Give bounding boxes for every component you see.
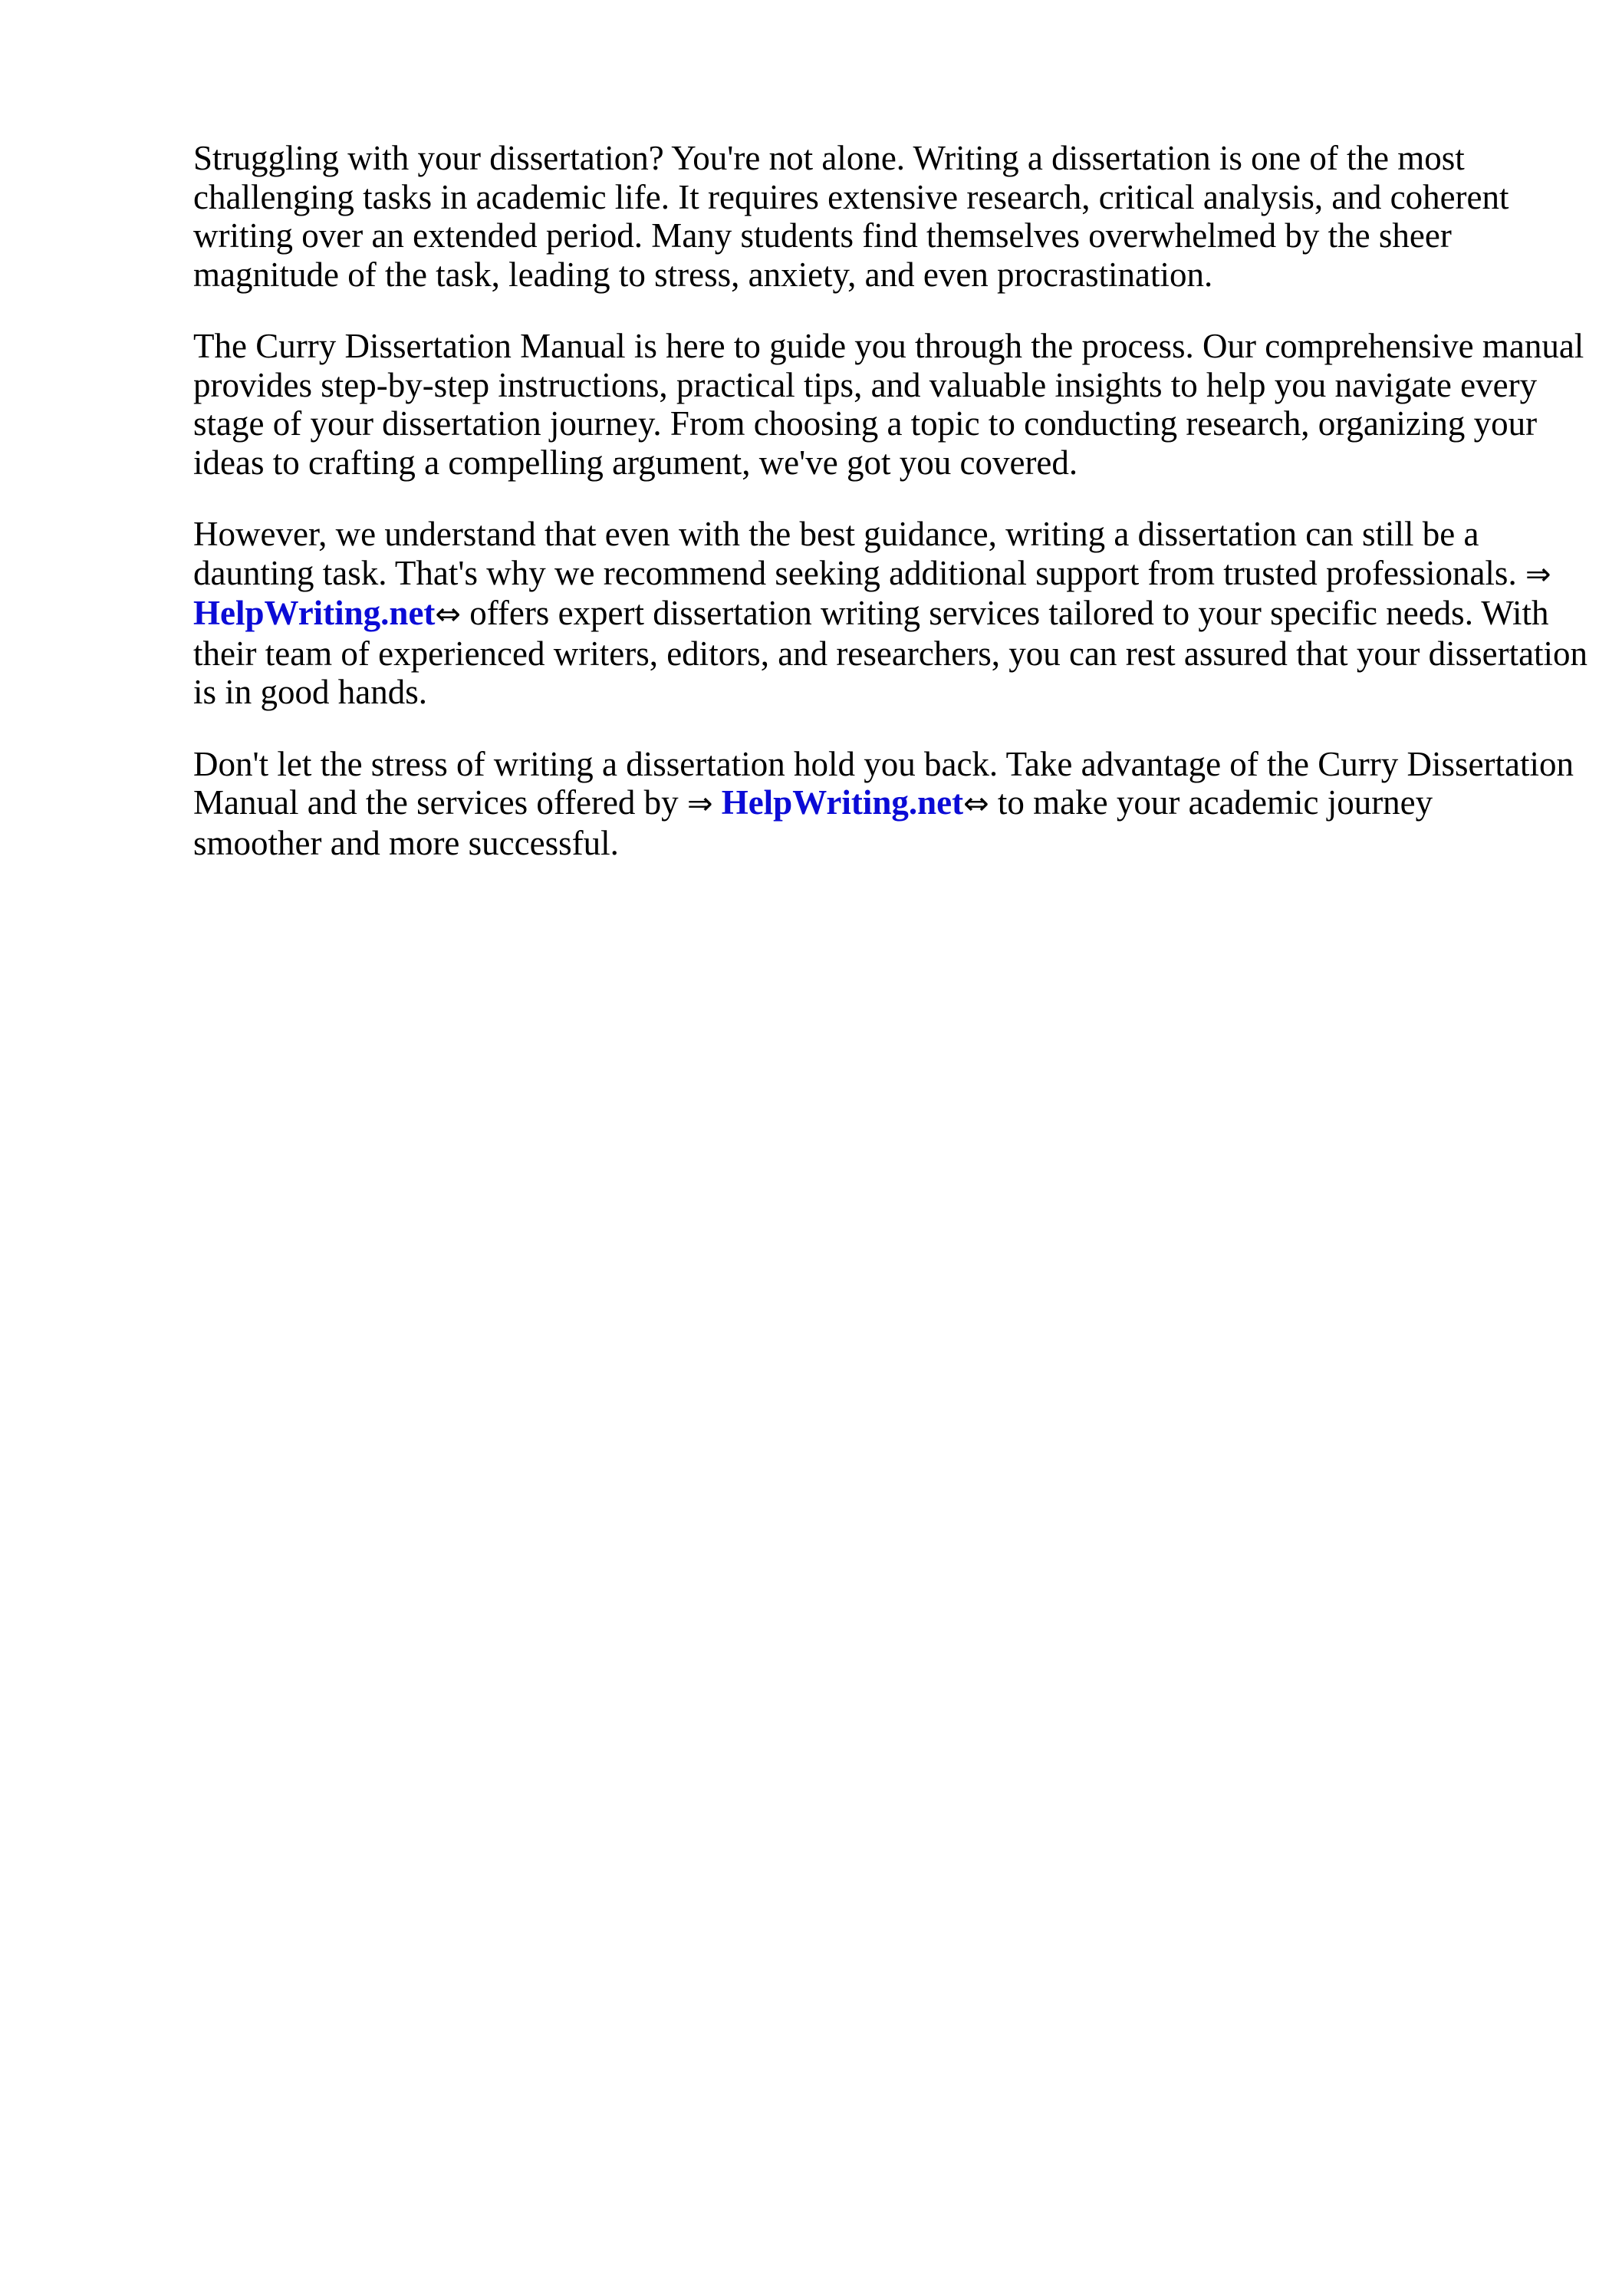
right-double-arrow-icon: ⇒ xyxy=(1525,556,1551,592)
text-line: writing over an extended period. Many students find themselves overwhelmed by the sheer xyxy=(193,216,1452,255)
text-line: their team of experienced writers, editors, and researchers, you can rest assured that your dissertation xyxy=(193,634,1588,673)
text-segment: daunting task. That's why we recommend seeking additional support from trusted professionals. xyxy=(193,553,1525,592)
text-segment: Manual and the services offered by xyxy=(193,783,687,822)
text-line: Don't let the stress of writing a dissertation hold you back. Take advantage of the Curry Dissertation xyxy=(193,744,1574,783)
text-line: However, we understand that even with the best guidance, writing a dissertation can still be a xyxy=(193,515,1479,553)
paragraph-closing xyxy=(193,744,1574,863)
text-line: stage of your dissertation journey. From choosing a topic to conducting research, organizing your xyxy=(193,404,1538,443)
text-segment: to make your academic journey xyxy=(989,783,1433,822)
right-double-arrow-icon: ⇒ xyxy=(686,786,713,822)
left-right-double-arrow-icon: ⇔ xyxy=(435,597,461,632)
text-line: provides step-by-step instructions, practical tips, and valuable insights to help you navigate every xyxy=(193,365,1538,404)
text-line xyxy=(193,553,1551,595)
paragraph-intro xyxy=(193,139,1543,294)
text-line: ideas to crafting a compelling argument, we've got you covered. xyxy=(193,443,1078,482)
helpwriting-link[interactable]: HelpWriting.net xyxy=(193,594,436,632)
left-right-double-arrow-icon: ⇔ xyxy=(963,786,989,822)
text-line: Struggling with your dissertation? You're not alone. Writing a dissertation is one of the most xyxy=(193,139,1465,177)
text-line xyxy=(193,594,1549,634)
text-line: magnitude of the task, leading to stress, anxiety, and even procrastination. xyxy=(193,255,1213,294)
text-line xyxy=(193,783,1543,824)
text-line: smoother and more successful. xyxy=(193,823,619,862)
helpwriting-link[interactable]: HelpWriting.net xyxy=(721,783,964,822)
document-page xyxy=(193,139,1588,895)
paragraph-recommendation xyxy=(193,515,1588,712)
text-segment: offers expert dissertation writing services tailored to your specific needs. With xyxy=(460,594,1549,632)
text-line: challenging tasks in academic life. It requires extensive research, critical analysis, and coherent xyxy=(193,177,1509,216)
paragraph-manual xyxy=(193,327,1584,482)
text-line: The Curry Dissertation Manual is here to guide you through the process. Our comprehensive manual xyxy=(193,327,1584,365)
text-line: is in good hands. xyxy=(193,673,428,711)
